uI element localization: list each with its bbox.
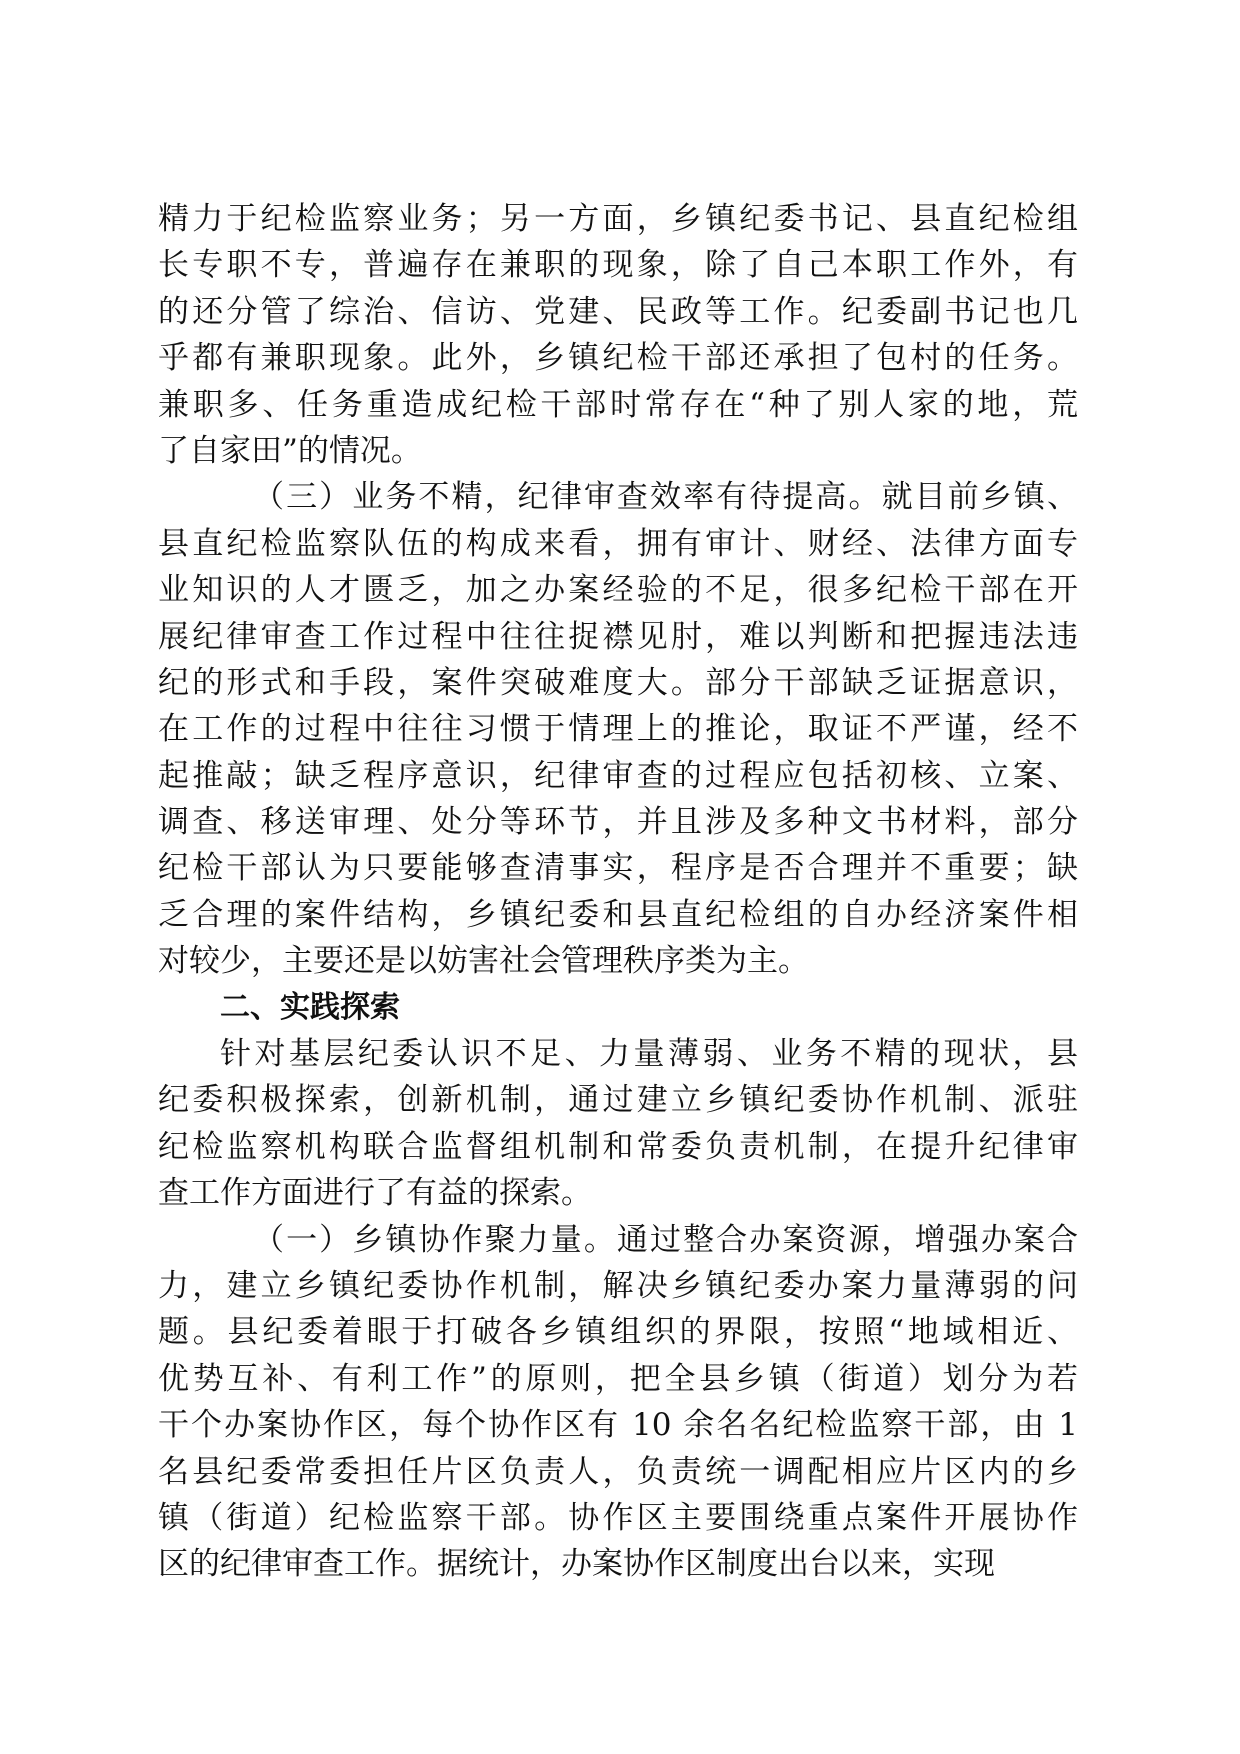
text-line: 在工作的过程中往往习惯于情理上的推论，取证不严谨，经不: [158, 711, 1078, 748]
text-line: 乎都有兼职现象。此外，乡镇纪检干部还承担了包村的任务。: [158, 340, 1078, 377]
section-heading: [158, 985, 1078, 1031]
text-line: （三）业务不精，纪律审查效率有待提高。就目前乡镇、: [253, 479, 1078, 516]
text-line: 力，建立乡镇纪委协作机制，解决乡镇纪委办案力量薄弱的问: [158, 1267, 1078, 1304]
document-body: [158, 196, 1078, 1588]
text-line: 二、实践探索: [220, 989, 400, 1025]
paragraph: [158, 474, 1078, 984]
text-line: 区的纪律审查工作。据统计，办案协作区制度出台以来，实现: [158, 1546, 995, 1583]
text-line: 纪委积极探索，创新机制，通过建立乡镇纪委协作机制、派驻: [158, 1082, 1078, 1119]
text-line: 纪检干部认为只要能够查清事实，程序是否合理并不重要；缺: [158, 850, 1078, 887]
text-line: 调查、移送审理、处分等环节，并且涉及多种文书材料，部分: [158, 804, 1078, 841]
paragraph: [158, 1217, 1078, 1588]
text-line: 查工作方面进行了有益的探索。: [158, 1175, 592, 1212]
text-line: 的还分管了综治、信访、党建、民政等工作。纪委副书记也几: [158, 293, 1078, 330]
text-line: 乏合理的案件结构，乡镇纪委和县直纪检组的自办经济案件相: [158, 896, 1078, 933]
text-line: 县直纪检监察队伍的构成来看，拥有审计、财经、法律方面专: [158, 525, 1078, 562]
text-line: 纪的形式和手段，案件突破难度大。部分干部缺乏证据意识，: [158, 664, 1078, 701]
text-line: 镇（街道）纪检监察干部。协作区主要围绕重点案件开展协作: [158, 1499, 1078, 1536]
paragraph: [158, 196, 1078, 474]
text-line: 干个办案协作区，每个协作区有 10 余名名纪检监察干部，由 1: [158, 1407, 1078, 1444]
text-line: 起推敲；缺乏程序意识，纪律审查的过程应包括初核、立案、: [158, 757, 1078, 794]
text-line: 展纪律审查工作过程中往往捉襟见肘，难以判断和把握违法违: [158, 618, 1078, 655]
text-line: 业知识的人才匮乏，加之办案经验的不足，很多纪检干部在开: [158, 572, 1078, 609]
text-line: 纪检监察机构联合监督组机制和常委负责机制，在提升纪律审: [158, 1128, 1078, 1165]
text-line: 优势互补、有利工作”的原则，把全县乡镇（街道）划分为若: [158, 1360, 1078, 1397]
text-line: 精力于纪检监察业务；另一方面，乡镇纪委书记、县直纪检组: [158, 201, 1078, 237]
text-line: 名县纪委常委担任片区负责人，负责统一调配相应片区内的乡: [158, 1453, 1078, 1490]
text-line: 长专职不专，普遍存在兼职的现象，除了自己本职工作外，有: [158, 247, 1078, 284]
text-line: 兼职多、任务重造成纪检干部时常存在“种了别人家的地，荒: [158, 386, 1078, 423]
text-line: 题。县纪委着眼于打破各乡镇组织的界限，按照“地域相近、: [158, 1314, 1078, 1351]
text-line: 对较少，主要还是以妨害社会管理秩序类为主。: [158, 943, 809, 980]
text-line: （一）乡镇协作聚力量。通过整合办案资源，增强办案合: [253, 1221, 1078, 1258]
text-line: 针对基层纪委认识不足、力量薄弱、业务不精的现状，县: [220, 1036, 1078, 1073]
paragraph: [158, 1031, 1078, 1217]
text-line: 了自家田”的情况。: [158, 432, 422, 469]
